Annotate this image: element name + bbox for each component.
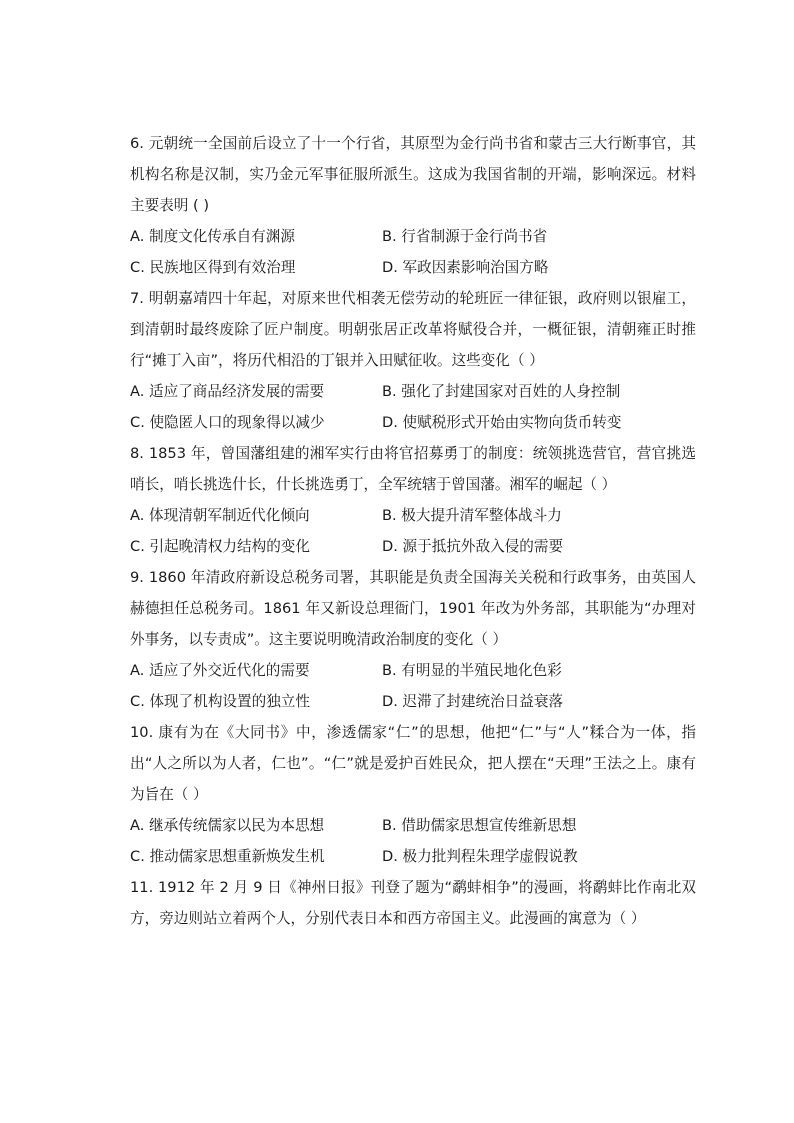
option-list bbox=[130, 655, 696, 717]
option-c: C. 使隐匿人口的现象得以减少 bbox=[130, 414, 325, 431]
option-b: B. 借助儒家思想宣传维新思想 bbox=[382, 817, 577, 834]
question-stem: 10. 康有为在《大同书》中，渗透儒家“仁”的思想，他把“仁”与“人”糅合为一体，指出“人之所以为人者，仁也”。“仁”就是爱护百姓民众，把人摆在“天理”王法之上。康有为旨在（ ） bbox=[130, 724, 696, 803]
option-a: A. 制度文化传承自有渊源 bbox=[130, 228, 295, 245]
option-a: A. 继承传统儒家以民为本思想 bbox=[130, 817, 325, 834]
option-c: C. 民族地区得到有效治理 bbox=[130, 259, 296, 276]
option-list bbox=[130, 376, 696, 438]
option-a: A. 适应了商品经济发展的需要 bbox=[130, 383, 325, 400]
question-7 bbox=[130, 283, 696, 438]
option-b: B. 行省制源于金行尚书省 bbox=[382, 228, 548, 245]
question-stem: 11. 1912 年 2 月 9 日《神州日报》刊登了题为“鹬蚌相争”的漫画，将鹬蚌比作南北双方，旁边则站立着两个人，分别代表日本和西方帝国主义。此漫画的寓意为（ ） bbox=[130, 879, 696, 927]
option-d: D. 军政因素影响治国方略 bbox=[382, 259, 549, 276]
option-list bbox=[130, 500, 696, 562]
option-c: C. 引起晚清权力结构的变化 bbox=[130, 538, 311, 555]
question-8 bbox=[130, 438, 696, 562]
question-list bbox=[130, 128, 696, 934]
question-9 bbox=[130, 562, 696, 717]
question-stem: 7. 明朝嘉靖四十年起，对原来世代相袭无偿劳动的轮班匠一律征银，政府则以银雇工，到清朝时最终废除了匠户制度。明朝张居正改革将赋役合并，一概征银，清朝雍正时推行“摊丁入亩”，将历代相沿的丁银并入田赋征收。这些变化（ ） bbox=[130, 290, 696, 369]
question-stem: 9. 1860 年清政府新设总税务司署，其职能是负责全国海关关税和行政事务，由英国人赫德担任总税务司。1861 年又新设总理衙门，1901 年改为外务部，其职能为“办理对外事务，以专责成”。这主要说明晚清政治制度的变化（ ） bbox=[130, 569, 696, 648]
question-stem: 6. 元朝统一全国前后设立了十一个行省，其原型为金行尚书省和蒙古三大行断事官，其机构名称是汉制，实乃金元军事征服所派生。这成为我国省制的开端，影响深远。材料主要表明 ( ) bbox=[130, 135, 696, 214]
option-d: D. 极力批判程朱理学虚假说教 bbox=[382, 848, 578, 865]
question-11 bbox=[130, 872, 696, 934]
question-10 bbox=[130, 717, 696, 872]
option-c: C. 体现了机构设置的独立性 bbox=[130, 693, 311, 710]
option-list bbox=[130, 221, 696, 283]
option-d: D. 迟滞了封建统治日益衰落 bbox=[382, 693, 564, 710]
option-a: A. 体现清朝军制近代化倾向 bbox=[130, 507, 310, 524]
option-d: D. 使赋税形式开始由实物向货币转变 bbox=[382, 414, 622, 431]
option-d: D. 源于抵抗外敌入侵的需要 bbox=[382, 538, 564, 555]
option-c: C. 推动儒家思想重新焕发生机 bbox=[130, 848, 325, 865]
option-list bbox=[130, 810, 696, 872]
option-b: B. 强化了封建国家对百姓的人身控制 bbox=[382, 383, 621, 400]
option-b: B. 有明显的半殖民地化色彩 bbox=[382, 662, 562, 679]
option-b: B. 极大提升清军整体战斗力 bbox=[382, 507, 562, 524]
question-6 bbox=[130, 128, 696, 283]
option-a: A. 适应了外交近代化的需要 bbox=[130, 662, 310, 679]
question-stem: 8. 1853 年，曾国藩组建的湘军实行由将官招募勇丁的制度：统领挑选营官，营官挑选哨长，哨长挑选什长，什长挑选勇丁，全军统辖于曾国藩。湘军的崛起（ ） bbox=[130, 445, 696, 493]
